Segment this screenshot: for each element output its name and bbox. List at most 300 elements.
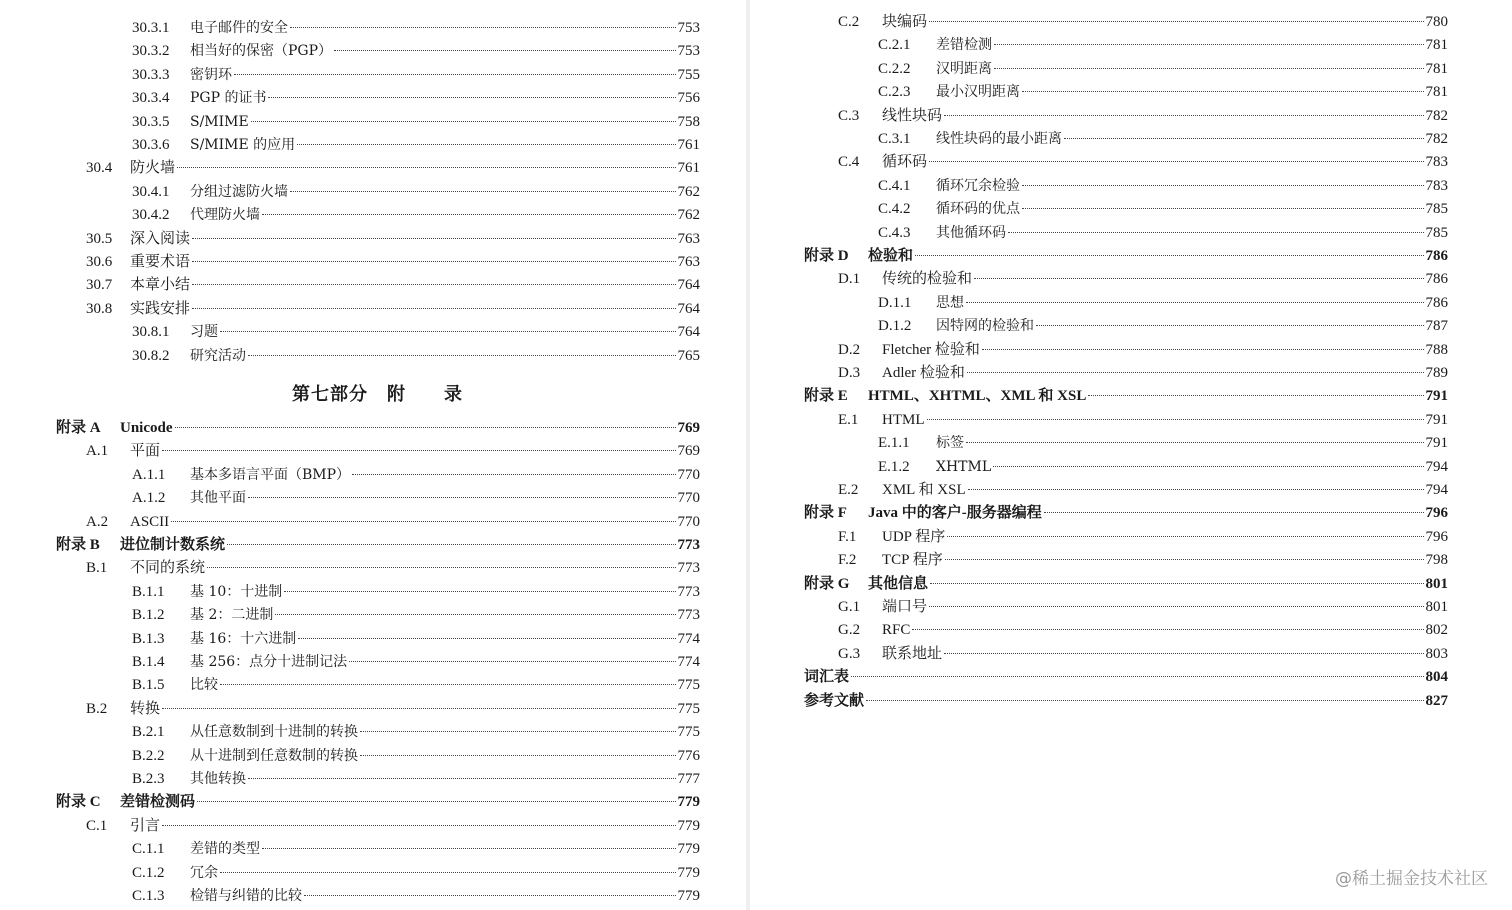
toc-entry-number: 附录 D [804,248,849,264]
toc-entry[interactable] [132,112,700,132]
toc-entry-page-number: 804 [1425,669,1448,686]
toc-entry-title: ASCII [130,513,170,530]
toc-entry-title: XHTML [936,458,992,475]
dot-leader [1044,512,1424,513]
dot-leader [262,848,676,849]
toc-entry[interactable] [838,410,1448,430]
toc-entry[interactable] [838,269,1448,289]
toc-entry-number: B.1 [86,560,108,577]
toc-entry[interactable] [878,293,1448,313]
toc-entry-page-number: 786 [1425,248,1448,264]
toc-entry-title: 电子邮件的安全 [190,20,288,36]
toc-entry-page-number: 788 [1425,341,1448,358]
toc-entry-page-number: 761 [677,137,700,153]
dot-leader [994,68,1424,69]
dot-leader [297,144,675,145]
dot-leader [967,372,1424,373]
toc-entry-page-number: 801 [1425,575,1448,592]
toc-entry[interactable] [132,346,700,366]
toc-entry[interactable] [804,246,1448,266]
toc-entry[interactable] [132,135,700,155]
toc-entry-number: D.1.2 [878,318,912,335]
toc-entry-title: 相当好的保密（PGP） [190,43,333,60]
toc-entry-title: TCP 程序 [882,552,943,569]
toc-entry[interactable] [86,299,700,319]
toc-entry-page-number: 765 [677,347,700,364]
toc-entry-title: 基 2：二进制 [190,607,274,624]
toc-entry-number: 30.4 [86,160,113,177]
toc-entry-page-number: 783 [1425,177,1448,194]
toc-entry-number: 附录 A [56,420,101,436]
toc-entry[interactable] [132,769,700,789]
dot-leader [1008,232,1424,233]
toc-entry-title: Unicode [120,420,173,436]
toc-entry[interactable] [838,340,1448,360]
dot-leader [1088,395,1423,396]
toc-entry-page-number: 773 [677,607,700,624]
toc-entry[interactable] [838,644,1448,664]
toc-entry-number: B.1.2 [132,607,165,624]
dot-leader [197,801,675,802]
toc-entry-number: B.1.3 [132,630,165,647]
dot-leader [220,684,676,685]
toc-entry-page-number: 791 [1425,435,1448,452]
toc-entry-number: 30.6 [86,254,113,270]
toc-entry-title: S/MIME [190,113,249,130]
toc-entry-number: 附录 G [804,575,850,592]
toc-entry[interactable] [86,558,700,578]
toc-entry-number: E.1.2 [878,458,910,475]
dot-leader [234,74,676,75]
toc-entry-title: 差错的类型 [190,841,260,858]
toc-entry-title: 代理防火墙 [190,207,260,224]
toc-entry[interactable] [878,82,1448,102]
toc-entry-number: C.1.1 [132,841,165,858]
toc-entry-number: F.2 [838,552,857,569]
dot-leader [915,255,1423,256]
dot-leader [968,489,1424,490]
toc-entry[interactable] [86,816,700,836]
toc-entry[interactable] [878,199,1448,219]
toc-entry-number: G.1 [838,599,861,615]
toc-entry-number: C.2.2 [878,60,911,77]
toc-entry-title: 防火墙 [130,160,176,177]
toc-entry-page-number: 761 [677,160,700,177]
toc-entry-title: 线性块码 [882,107,943,124]
dot-leader [930,583,1423,584]
toc-entry-page-number: 774 [677,630,700,647]
toc-entry-title: 不同的系统 [130,560,206,577]
toc-entry[interactable] [56,418,700,438]
toc-entry-number: D.2 [838,341,861,358]
toc-entry-page-number: 798 [1425,552,1448,569]
toc-entry-title: Fletcher 检验和 [882,341,980,358]
toc-entry-page-number: 785 [1425,224,1448,241]
dot-leader [192,238,675,239]
dot-leader [966,442,1424,443]
toc-entry-number: C.1 [86,817,108,834]
toc-entry-title: 标签 [936,435,964,452]
dot-leader [207,567,675,568]
toc-entry-page-number: 789 [1425,365,1448,381]
toc-entry-page-number: 786 [1425,271,1448,288]
toc-entry-number: C.2.3 [878,84,911,101]
toc-entry-title: HTML [882,411,925,428]
toc-entry[interactable] [878,35,1448,55]
toc-entry-page-number: 764 [677,324,700,341]
dot-leader [251,121,676,122]
toc-entry-number: B.2 [86,700,108,717]
toc-entry-page-number: 780 [1425,14,1448,30]
dot-leader [927,419,1424,420]
dot-leader [929,606,1423,607]
toc-entry-title: 基 10：十进制 [190,583,283,600]
toc-entry[interactable] [86,229,700,249]
toc-entry-number: E.2 [838,482,859,498]
toc-entry-page-number: 763 [677,230,700,247]
toc-entry[interactable] [132,205,700,225]
toc-entry[interactable] [132,488,700,508]
toc-entry-title: 从十进制到任意数制的转换 [190,747,358,764]
toc-entry-page-number: 758 [677,113,700,130]
toc-entry-number: B.2.1 [132,724,165,741]
toc-entry-page-number: 769 [677,443,700,460]
toc-entry[interactable] [132,629,700,649]
toc-entry[interactable] [132,839,700,859]
toc-entry[interactable] [838,550,1448,570]
toc-entry[interactable] [86,275,700,295]
toc-entry-number: 附录 B [56,537,100,553]
toc-entry-page-number: 779 [677,817,700,834]
toc-entry-page-number: 762 [677,207,700,224]
dot-leader [248,778,676,779]
toc-entry-page-number: 773 [677,560,700,577]
dot-leader [192,308,675,309]
toc-entry[interactable] [804,386,1448,406]
toc-entry-number: 30.3.4 [132,90,170,107]
toc-entry-number: 30.3.2 [132,43,170,60]
toc-entry-number: C.3.1 [878,131,911,147]
toc-entry-title: 检验和 [868,248,914,264]
toc-entry-page-number: 756 [677,90,700,107]
toc-entry-number: D.1 [838,271,861,288]
toc-entry[interactable] [86,158,700,178]
toc-entry[interactable] [132,18,700,38]
toc-entry-page-number: 753 [677,20,700,36]
toc-list-right [750,0,1512,910]
toc-entry-number: B.1.4 [132,654,165,670]
toc-entry-title: 汉明距离 [936,60,992,77]
toc-entry-title: 冗余 [190,864,218,881]
toc-entry-title: Adler 检验和 [882,365,965,381]
toc-entry-title: 比较 [190,677,218,694]
toc-entry-number: 30.8.2 [132,347,170,364]
dot-leader [290,191,676,192]
dot-leader [974,278,1423,279]
toc-entry-page-number: 785 [1425,201,1448,218]
toc-entry-title: 因特网的检验和 [936,318,1034,335]
toc-entry-title: 线性块码的最小距离 [936,131,1062,147]
toc-entry-page-number: 775 [677,677,700,694]
toc-entry-page-number: 796 [1425,505,1448,522]
toc-entry[interactable] [804,691,1448,711]
dot-leader [290,27,676,28]
toc-entry-title: 基本多语言平面（BMP） [190,466,351,483]
toc-entry[interactable] [132,652,700,672]
toc-entry-number: 30.4.1 [132,183,170,200]
toc-entry-page-number: 755 [677,66,700,83]
left-page [0,0,746,910]
toc-entry-title: HTML、XHTML、XML 和 XSL [868,388,1087,405]
dot-leader [171,521,675,522]
toc-entry[interactable] [132,322,700,342]
toc-entry[interactable] [132,465,700,485]
part-heading: 第七部分 附 录 [292,384,463,404]
toc-entry-number: 附录 E [804,388,848,405]
toc-entry[interactable] [838,597,1448,617]
toc-entry-page-number: 762 [677,183,700,200]
toc-entry[interactable] [132,605,700,625]
toc-entry-page-number: 764 [677,300,700,317]
toc-entry[interactable] [132,746,700,766]
toc-entry[interactable] [838,527,1448,547]
toc-entry-page-number: 763 [677,254,700,270]
toc-entry-title: 习题 [190,324,218,341]
toc-list-left [0,0,746,910]
dot-leader [944,115,1423,116]
toc-entry-page-number: 764 [677,277,700,294]
toc-entry-title: 差错检测 [936,37,992,54]
toc-entry-title: 研究活动 [190,347,246,364]
toc-entry-number: E.1.1 [878,435,910,452]
dot-leader [262,214,676,215]
dot-leader [220,872,676,873]
toc-entry[interactable] [838,12,1448,32]
toc-entry-number: A.1.1 [132,466,166,483]
toc-entry-title: 实践安排 [130,300,191,317]
dot-leader [994,44,1424,45]
toc-entry-number: C.4.2 [878,201,911,218]
toc-entry-title: 循环码 [882,154,928,171]
toc-entry-page-number: 781 [1425,37,1448,54]
toc-entry-number: 附录 F [804,505,847,522]
toc-entry[interactable] [132,65,700,85]
toc-entry[interactable] [878,316,1448,336]
toc-entry-title: 参考文献 [804,692,865,709]
toc-entry[interactable] [878,59,1448,79]
toc-entry-title: 其他平面 [190,490,246,507]
dot-leader [298,638,675,639]
toc-entry[interactable] [878,129,1448,149]
toc-entry-page-number: 769 [677,420,700,436]
toc-entry-page-number: 777 [677,771,700,787]
toc-entry-number: 30.8 [86,300,113,317]
toc-entry-page-number: 779 [677,864,700,881]
toc-entry-title: 重要术语 [130,254,191,270]
dot-leader [162,450,675,451]
toc-entry[interactable] [86,441,700,461]
toc-entry-page-number: 791 [1425,411,1448,428]
dot-leader [360,755,676,756]
toc-entry-title: XML 和 XSL [882,482,966,498]
toc-entry-page-number: 776 [677,747,700,764]
toc-entry-page-number: 781 [1425,84,1448,101]
toc-entry-number: 30.5 [86,230,113,247]
toc-entry-title: 其他循环码 [936,224,1006,241]
toc-entry[interactable] [804,574,1448,594]
toc-entry[interactable] [132,88,700,108]
toc-entry-page-number: 770 [677,513,700,530]
toc-entry[interactable] [132,675,700,695]
toc-entry-title: 循环冗余检验 [936,177,1020,194]
toc-entry-title: UDP 程序 [882,528,946,545]
toc-entry-number: B.2.3 [132,771,165,787]
toc-entry-title: 基 256：点分十进制记法 [190,654,348,670]
toc-entry[interactable] [838,480,1448,500]
toc-entry[interactable] [132,41,700,61]
toc-entry[interactable] [132,582,700,602]
toc-entry-page-number: 773 [677,583,700,600]
dot-leader [966,302,1424,303]
toc-entry-page-number: 827 [1425,692,1448,709]
dot-leader [304,895,676,896]
dot-leader [912,629,1423,630]
dot-leader [334,50,675,51]
toc-entry-number: D.1.1 [878,294,912,311]
toc-entry[interactable] [878,457,1448,477]
toc-entry-page-number: 779 [677,888,700,904]
toc-entry-number: B.2.2 [132,747,165,764]
toc-entry[interactable] [132,182,700,202]
toc-entry[interactable] [56,535,700,555]
toc-entry-title: 平面 [130,443,161,460]
toc-entry-number: D.3 [838,365,861,381]
dot-leader [929,21,1423,22]
toc-entry-number: 30.3.3 [132,66,170,83]
toc-entry-title: 联系地址 [882,645,943,662]
toc-entry[interactable] [878,176,1448,196]
toc-entry-page-number: 794 [1425,482,1448,498]
toc-entry-number: B.1.1 [132,583,165,600]
toc-entry-number: 30.8.1 [132,324,170,341]
toc-entry[interactable] [86,252,700,272]
toc-entry[interactable] [838,106,1448,126]
toc-entry-page-number: 801 [1425,599,1448,615]
toc-entry-number: C.4 [838,154,860,171]
toc-entry[interactable] [804,667,1448,687]
toc-entry-page-number: 770 [677,490,700,507]
watermark: @稀土掘金技术社区 [1335,869,1488,889]
dot-leader [192,284,675,285]
toc-entry-title: 循环码的优点 [936,201,1020,218]
dot-leader [944,653,1423,654]
toc-entry-number: A.1.2 [132,490,166,507]
toc-entry-page-number: 781 [1425,60,1448,77]
toc-entry-title: 词汇表 [804,669,850,686]
toc-entry[interactable] [86,699,700,719]
toc-entry-page-number: 774 [677,654,700,670]
toc-entry[interactable] [132,722,700,742]
dot-leader [866,700,1423,701]
toc-entry[interactable] [838,363,1448,383]
toc-entry-page-number: 791 [1425,388,1448,405]
toc-entry[interactable] [804,503,1448,523]
dot-leader [177,167,675,168]
toc-entry-title: 本章小结 [130,277,191,294]
toc-entry[interactable] [838,620,1448,640]
toc-entry-title: 最小汉明距离 [936,84,1020,101]
toc-entry[interactable] [878,223,1448,243]
toc-entry-title: 其他信息 [868,575,929,592]
toc-entry-number: A.2 [86,513,109,530]
right-page [750,0,1512,910]
toc-entry-title: 从任意数制到十进制的转换 [190,724,358,741]
toc-entry-number: F.1 [838,528,857,545]
dot-leader [192,261,675,262]
toc-entry-title: RFC [882,622,911,639]
toc-entry-page-number: 787 [1425,318,1448,335]
toc-entry-page-number: 782 [1425,107,1448,124]
toc-entry-title: 块编码 [882,14,928,30]
dot-leader [220,331,676,332]
toc-entry-page-number: 773 [677,537,700,553]
toc-entry-title: 其他转换 [190,771,246,787]
toc-entry[interactable] [132,863,700,883]
toc-entry-number: C.1.2 [132,864,165,881]
dot-leader [248,497,676,498]
toc-entry[interactable] [56,792,700,812]
dot-leader [1064,138,1424,139]
toc-entry-number: 30.4.2 [132,207,170,224]
toc-entry-page-number: 796 [1425,528,1448,545]
toc-entry-title: 进位制计数系统 [120,537,226,553]
toc-entry-page-number: 770 [677,466,700,483]
dot-leader [1022,185,1424,186]
toc-entry-title: 分组过滤防火墙 [190,183,288,200]
toc-entry-page-number: 803 [1425,645,1448,662]
dot-leader [945,559,1424,560]
dot-leader [248,355,676,356]
toc-entry-number: E.1 [838,411,859,428]
toc-entry-number: C.4.3 [878,224,911,241]
toc-entry-page-number: 779 [677,841,700,858]
toc-entry-title: 深入阅读 [130,230,191,247]
dot-leader [929,161,1423,162]
toc-entry[interactable] [878,433,1448,453]
toc-entry-number: 附录 C [56,794,101,811]
toc-entry[interactable] [86,512,700,532]
toc-entry-title: 思想 [936,294,964,311]
toc-entry-number: C.2 [838,14,860,30]
dot-leader [993,466,1423,467]
dot-leader [1022,208,1424,209]
dot-leader [1022,91,1424,92]
toc-entry-number: G.3 [838,645,861,662]
toc-entry-page-number: 782 [1425,131,1448,147]
toc-entry[interactable] [838,152,1448,172]
toc-entry-title: 引言 [130,817,161,834]
toc-entry[interactable] [132,886,700,906]
toc-entry-number: C.4.1 [878,177,911,194]
toc-entry-title: 端口号 [882,599,928,615]
toc-entry-number: B.1.5 [132,677,165,694]
dot-leader [851,676,1423,677]
toc-entry-number: A.1 [86,443,109,460]
dot-leader [947,536,1423,537]
toc-entry-number: C.2.1 [878,37,911,54]
toc-entry-page-number: 753 [677,43,700,60]
dot-leader [349,661,675,662]
